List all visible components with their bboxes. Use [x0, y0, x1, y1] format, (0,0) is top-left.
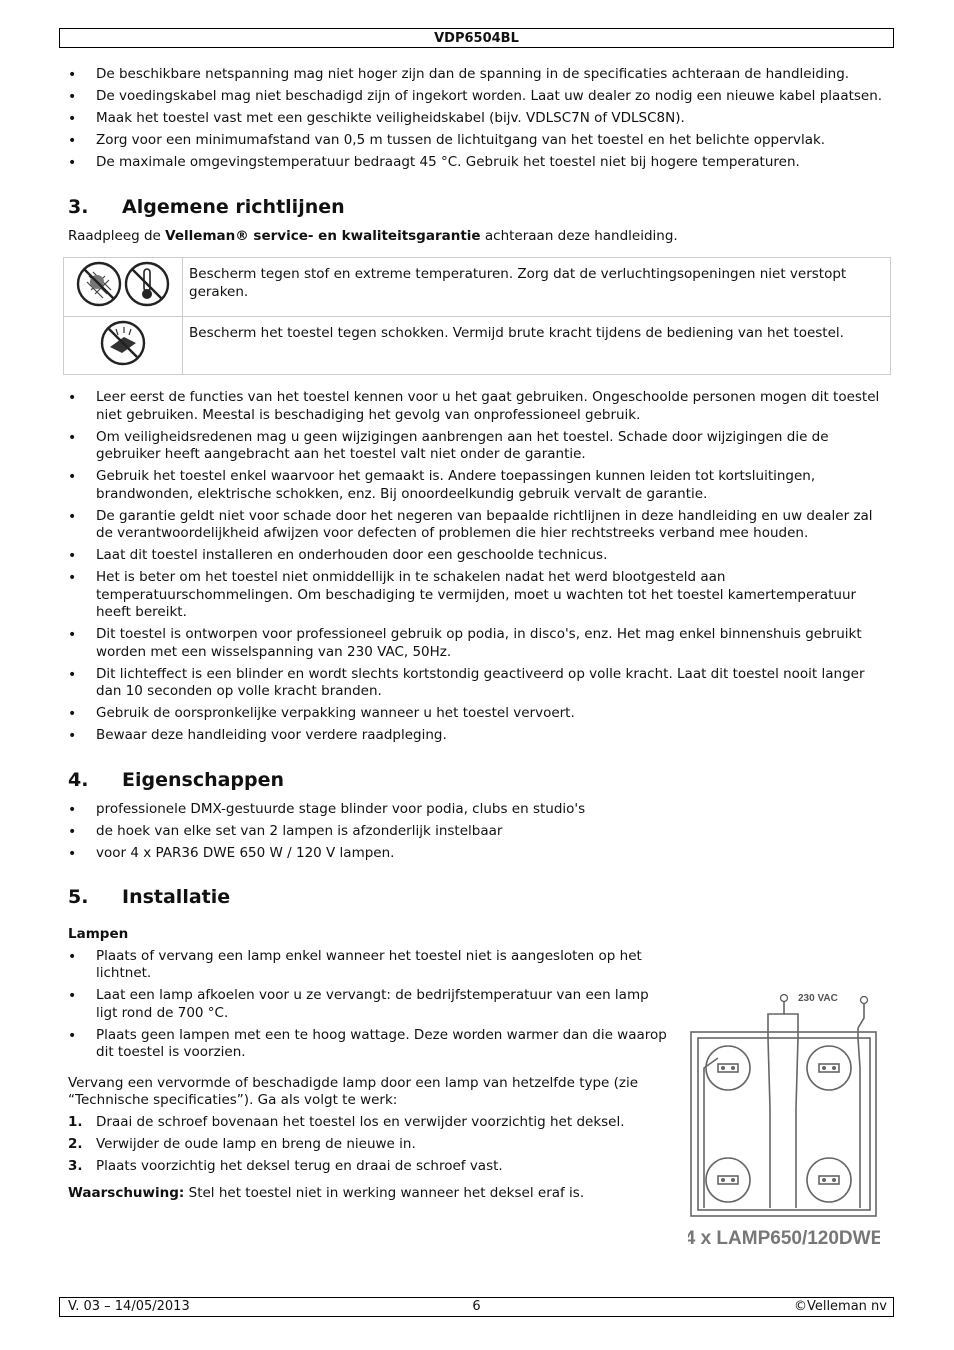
list-item: • voor 4 x PAR36 DWE 650 W / 120 V lampen.	[68, 845, 890, 863]
list-item: • Het is beter om het toestel niet onmiddellijk in te schakelen nadat het werd blootgesteld aan temperatuurschommelingen. Om beschadiging te vermijden, moet u wachten tot het toestel kamertemperatuur heeft bereikt.	[68, 569, 890, 622]
list-item: • De beschikbare netspanning mag niet hoger zijn dan de spanning in de specificaties achteraan de handleiding.	[68, 66, 890, 84]
warning-paragraph: Waarschuwing: Stel het toestel niet in werking wanneer het deksel eraf is.	[68, 1185, 585, 1201]
warning-icon-cell	[64, 316, 183, 375]
lamp-wiring-figure	[688, 988, 880, 1250]
list-item: • Gebruik de oorspronkelijke verpakking wanneer u het toestel vervoert.	[68, 705, 890, 723]
list-item: • Leer eerst de functies van het toestel kennen voor u het gaat gebruiken. Ongeschoolde personen mogen dit toestel niet gebruiken. Meestal is beschadiging het gevolg van onprofessioneel gebruik.	[68, 389, 890, 424]
no-shock-icon	[98, 319, 148, 367]
warning-text-shock: Bescherm het toestel tegen schokken. Vermijd brute kracht tijdens de bediening van het toestel.	[183, 316, 891, 375]
intro-bullet-list	[68, 66, 890, 172]
lamp-bullet-list	[68, 948, 668, 1062]
section-3-lead: Raadpleeg de Velleman® service- en kwaliteitsgarantie achteraan deze handleiding.	[68, 227, 678, 244]
warning-icon-cell	[64, 258, 183, 317]
list-item: • Zorg voor een minimumafstand van 0,5 m tussen de lichtuitgang van het toestel en het belichte oppervlak.	[68, 132, 890, 150]
page-header	[59, 28, 894, 48]
warning-table	[63, 257, 891, 375]
figure-caption: 4 x LAMP650/120DWE	[688, 1228, 880, 1249]
list-item: • de hoek van elke set van 2 lampen is afzonderlijk instelbaar	[68, 823, 890, 841]
copyright-label: ©Velleman nv	[793, 1299, 887, 1314]
list-item: • Bewaar deze handleiding voor verdere raadpleging.	[68, 727, 890, 745]
installation-text	[68, 948, 668, 1203]
model-name: VDP6504BL	[434, 31, 519, 46]
list-item: • Maak het toestel vast met een geschikte veiligheidskabel (bijv. VDLSC7N of VDLSC8N).	[68, 110, 890, 128]
list-item: • Plaats of vervang een lamp enkel wanneer het toestel niet is aangesloten op het lichtnet.	[68, 948, 668, 983]
list-item: • De garantie geldt niet voor schade door het negeren van bepaalde richtlijnen in deze handleiding en uw dealer zal de verantwoordelijkheid afwijzen voor defecten of problemen die hier rechtstreeks verband mee houden.	[68, 508, 890, 543]
warning-text-dust: Bescherm tegen stof en extreme temperaturen. Zorg dat de verluchtingsopeningen niet verstopt geraken.	[183, 258, 891, 317]
list-item: • Dit lichteffect is een blinder en wordt slechts kortstondig geactiveerd op volle kracht. Laat dit toestel nooit langer dan 10 seconden op volle kracht branden.	[68, 666, 890, 701]
voltage-label: 230 VAC	[798, 993, 838, 1004]
version-label: V. 03 – 14/05/2013	[68, 1299, 190, 1314]
list-item: 1. Draai de schroef bovenaan het toestel los en verwijder voorzichtig het deksel.	[68, 1113, 625, 1130]
table-row	[64, 316, 891, 375]
list-item: 2. Verwijder de oude lamp en breng de nieuwe in.	[68, 1135, 416, 1152]
list-item: • Plaats geen lampen met een te hoog wattage. Deze worden warmer dan die waarop dit toestel is voorzien.	[68, 1027, 668, 1062]
list-item: • De voedingskabel mag niet beschadigd zijn of ingekort worden. Laat uw dealer zo nodig een nieuwe kabel plaatsen.	[68, 88, 890, 106]
guidelines-bullet-list	[68, 389, 890, 745]
section-heading-4: 4. Eigenschappen	[68, 768, 285, 791]
subsection-title: Lampen	[68, 926, 129, 942]
section-heading-5: 5. Installatie	[68, 886, 231, 908]
steps-list	[68, 1114, 668, 1176]
list-item: • professionele DMX-gestuurde stage blinder voor podia, clubs en studio's	[68, 801, 890, 819]
list-item: • Laat dit toestel installeren en onderhouden door een geschoolde technicus.	[68, 547, 890, 565]
wiring-diagram	[688, 988, 880, 1250]
list-item: • Dit toestel is ontworpen voor professioneel gebruik op podia, in disco's, enz. Het mag enkel binnenshuis gebruikt worden met een wisselspanning van 230 VAC, 50Hz.	[68, 626, 890, 661]
list-item: • Om veiligheidsredenen mag u geen wijzigingen aanbrengen aan het toestel. Schade door wijzigingen die de gebruiker heeft aangebracht aan het toestel valt niet onder de garantie.	[68, 429, 890, 464]
list-item: • Laat een lamp afkoelen voor u ze vervangt: de bedrijfstemperatuur van een lamp ligt rond de 700 °C.	[68, 987, 668, 1022]
page-number: 6	[472, 1299, 481, 1314]
list-item: 3. Plaats voorzichtig het deksel terug en draai de schroef vast.	[68, 1157, 503, 1174]
list-item: • De maximale omgevingstemperatuur bedraagt 45 °C. Gebruik het toestel niet bij hogere temperaturen.	[68, 154, 890, 172]
no-dust-no-temperature-icon	[75, 260, 171, 308]
features-bullet-list	[68, 801, 890, 863]
replacement-paragraph: Vervang een vervormde of beschadigde lamp door een lamp van hetzelfde type (zie “Technische specificaties”). Ga als volgt te werk:	[68, 1074, 639, 1108]
list-item: • Gebruik het toestel enkel waarvoor het gemaakt is. Andere toepassingen kunnen leiden tot kortsluitingen, brandwonden, elektrische schokken, enz. Bij onoordeelkundig gebruik vervalt de garantie.	[68, 468, 890, 503]
table-row	[64, 258, 891, 317]
page-footer	[59, 1297, 894, 1317]
section-heading-3: 3. Algemene richtlijnen	[68, 195, 345, 218]
